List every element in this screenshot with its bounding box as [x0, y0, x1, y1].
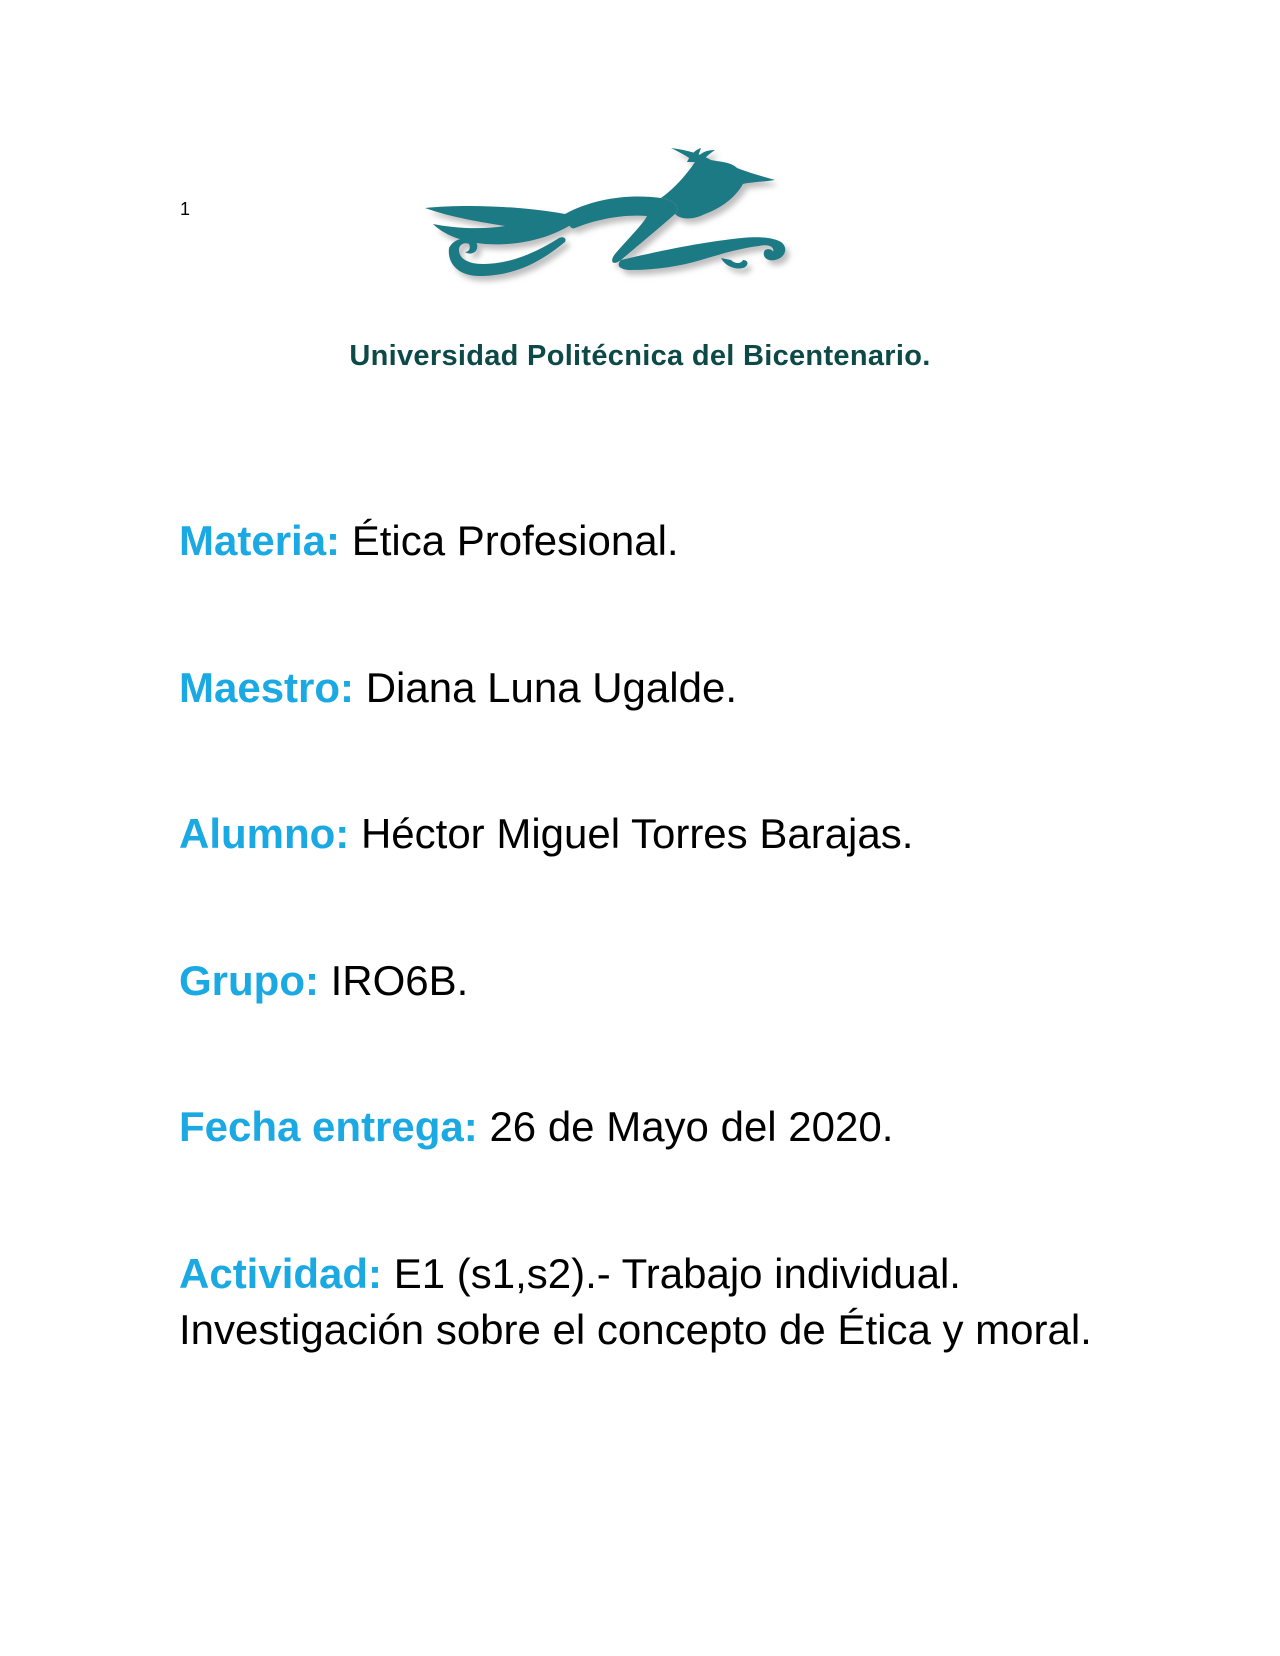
university-name: Universidad Politécnica del Bicentenario.: [349, 340, 931, 372]
field-maestro-value: Diana Luna Ugalde.: [365, 664, 737, 711]
field-maestro-label: Maestro:: [179, 664, 355, 711]
field-actividad-label: Actividad:: [179, 1250, 383, 1297]
field-grupo-label: Grupo:: [179, 957, 319, 1004]
roadrunner-bird-logo-icon: [425, 148, 825, 303]
field-alumno-value: Héctor Miguel Torres Barajas.: [360, 810, 914, 857]
field-materia-label: Materia:: [179, 517, 341, 564]
field-materia: [179, 513, 1109, 569]
field-actividad: [179, 1246, 1109, 1358]
field-fecha-entrega-label: Fecha entrega:: [179, 1103, 478, 1150]
field-alumno-label: Alumno:: [179, 810, 350, 857]
field-maestro: [179, 660, 1109, 716]
field-fecha-entrega: [179, 1099, 1109, 1155]
field-alumno: [179, 806, 1109, 862]
field-grupo: [179, 953, 1109, 1009]
page-number: 1: [180, 199, 191, 219]
field-grupo-value: IRO6B.: [330, 957, 469, 1004]
field-materia-value: Ética Profesional.: [351, 517, 679, 564]
field-actividad-value: E1 (s1,s2).- Trabajo individual. Investigación sobre el concepto de Ética y moral.: [179, 1250, 1092, 1353]
field-fecha-entrega-value: 26 de Mayo del 2020.: [489, 1103, 894, 1150]
